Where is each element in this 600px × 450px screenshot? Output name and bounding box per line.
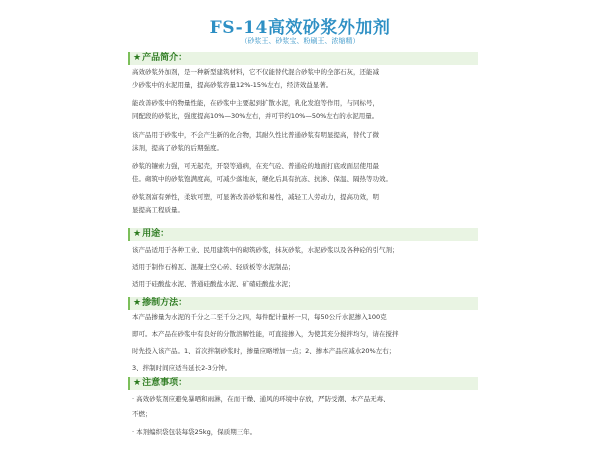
product-sheet [118,0,482,450]
paragraph-line: 显提高工程质量。 [132,206,184,214]
section-heading-notes [128,377,478,390]
paragraph-line: 砂浆的镶索力强，可无起壳，开裂等通病，在充气砼、普通砼的地面打底或面层使用最 [132,162,379,170]
star-icon: ★ [133,378,142,388]
paragraph-line: 能改善砂浆中的物量性能，在砂浆中主要起到扩散水泥，乳化发泡等作用，与同标号， [132,99,379,107]
paragraph-line: 同配段的砂浆比，强度提高10%—30%左右，并可节约10%—50%左右的水泥用量。 [132,112,379,120]
paragraph-line: 即可。本产品在砂浆中有良好的分散溶解性能，可直接掺入，为使其充分搅拌均匀，请在搅拌 [132,330,399,338]
section-heading-label: 产品简介： [142,53,188,63]
paragraph-line: 3、拌制时间应适当延长2-3分钟。 [132,364,232,372]
star-icon: ★ [133,53,142,63]
paragraph-line: 沫剂，提高了砂浆的后期强度。 [132,144,223,152]
page-subtitle: （砂浆王、砂浆宝、粉刷王、浓缩精） [240,37,360,45]
star-icon: ★ [133,298,142,308]
paragraph-line: 砂浆剂富有弹性，柔软可塑，可显著改善砂浆和易性，减轻工人劳动力，提高功效，明 [132,193,379,201]
paragraph-line: 时先投入该产品。1、首次拌制砂浆时，掺量应略增加一点；2、掺本产品应减水20%左右； [132,347,396,355]
paragraph-line: 不燃； [132,410,152,418]
paragraph-line: · 高效砂浆剂应避免暴晒和雨淋，在而干燥、通风的环境中存放，严防受潮、本产品无毒、 [132,395,390,403]
section-heading-method [128,297,478,310]
paragraph-line: 适用于制作石棉瓦、混凝土空心砖、轻质板等水泥制品； [132,263,295,271]
paragraph-line: 少砂浆中的水泥用量，提高砂浆容量12%-15%左右，经济效益显著。 [132,81,333,89]
paragraph-line: 适用于硅酸盐水泥、普通硅酸盐水泥、矿碴硅酸盐水泥； [132,280,295,288]
paragraph-line: 高效砂浆外加剂，是一种新型建筑材料，它不仅能替代混合砂浆中的全部石灰，还能减 [132,68,379,76]
section-heading-usage [128,228,478,241]
section-heading-label: 注意事项： [142,378,188,388]
paragraph-line: 该产品适用于各种工业、民用建筑中的砌筑砂浆，抹灰砂浆，水泥砂浆以及各种砼的引气剂； [132,246,399,254]
star-icon: ★ [133,229,142,239]
paragraph-line: 该产品用于砂浆中，不会产生新的化合物，其耐久性比普通砂浆有明显提高，替代了微 [132,131,379,139]
section-heading-intro [128,52,478,65]
section-heading-label: 掺制方法： [142,298,188,308]
page-title: FS-14高效砂浆外加剂 [209,18,391,38]
paragraph-line: 本产品掺量为水泥的千分之二至千分之四，每件配计量杯一只，每50公斤水泥掺入100克 [132,313,387,321]
paragraph-line: · 本剂编织袋包装每袋25kg，保质期三年。 [132,428,257,436]
paragraph-line: 佳。砌筑中的砂浆饱满度高，可减少落地灰，硬化后具有抗冻、抗渗、保温、隔热等功效。 [132,175,392,183]
section-heading-label: 用途： [142,229,170,239]
